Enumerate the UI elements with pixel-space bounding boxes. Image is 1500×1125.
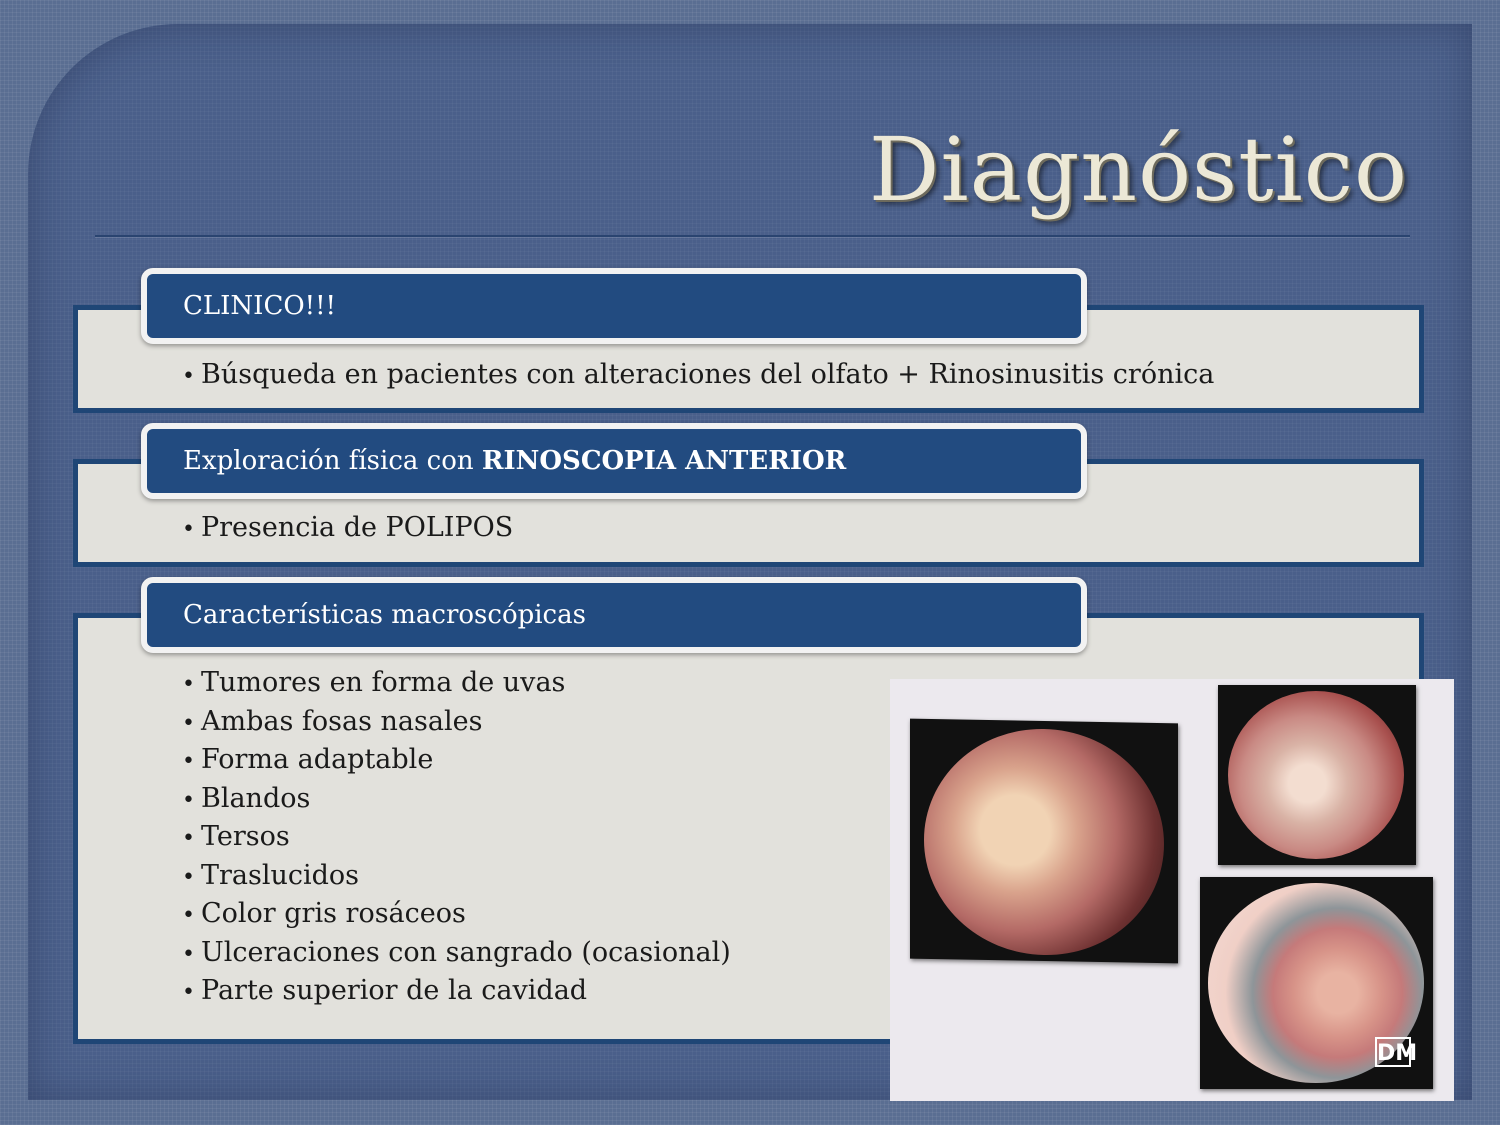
bullet-list-clinico (182, 356, 1214, 395)
list-item: • Forma adaptable (182, 741, 731, 780)
section-header-caracteristicas (141, 577, 1087, 653)
endoscopy-image-top-right (1218, 685, 1416, 865)
section-header-label: Características macroscópicas (183, 600, 586, 630)
bullet-list-exploracion (182, 509, 513, 548)
slide-title: Diagnóstico (868, 118, 1408, 221)
list-item: • Color gris rosáceos (182, 895, 731, 934)
list-item: • Tersos (182, 818, 731, 857)
bullet-list-caracteristicas (182, 664, 731, 1011)
list-item: • Presencia de POLIPOS (182, 509, 513, 548)
section-header-clinico (141, 268, 1087, 344)
endoscopy-image-bottom-right (1200, 877, 1433, 1089)
list-item: • Tumores en forma de uvas (182, 664, 731, 703)
list-item: • Búsqueda en pacientes con alteraciones del olfato + Rinosinusitis crónica (182, 356, 1214, 395)
endoscopy-image-collage (890, 679, 1454, 1101)
nasal-polyp-photo (1228, 691, 1404, 859)
section-header-bold-label: RINOSCOPIA ANTERIOR (481, 446, 847, 476)
logo-watermark: DM (1375, 1037, 1411, 1067)
endoscopy-image-large (910, 719, 1178, 964)
list-item: • Parte superior de la cavidad (182, 972, 731, 1011)
list-item: • Blandos (182, 780, 731, 819)
nasal-polyp-photo (924, 727, 1164, 957)
list-item: • Traslucidos (182, 857, 731, 896)
title-divider (95, 235, 1410, 237)
list-item: • Ulceraciones con sangrado (ocasional) (182, 934, 731, 973)
section-header-label: CLINICO!!! (183, 291, 337, 321)
list-item: • Ambas fosas nasales (182, 703, 731, 742)
section-header-label: Exploración física con (183, 446, 482, 476)
section-header-exploracion (141, 423, 1087, 499)
